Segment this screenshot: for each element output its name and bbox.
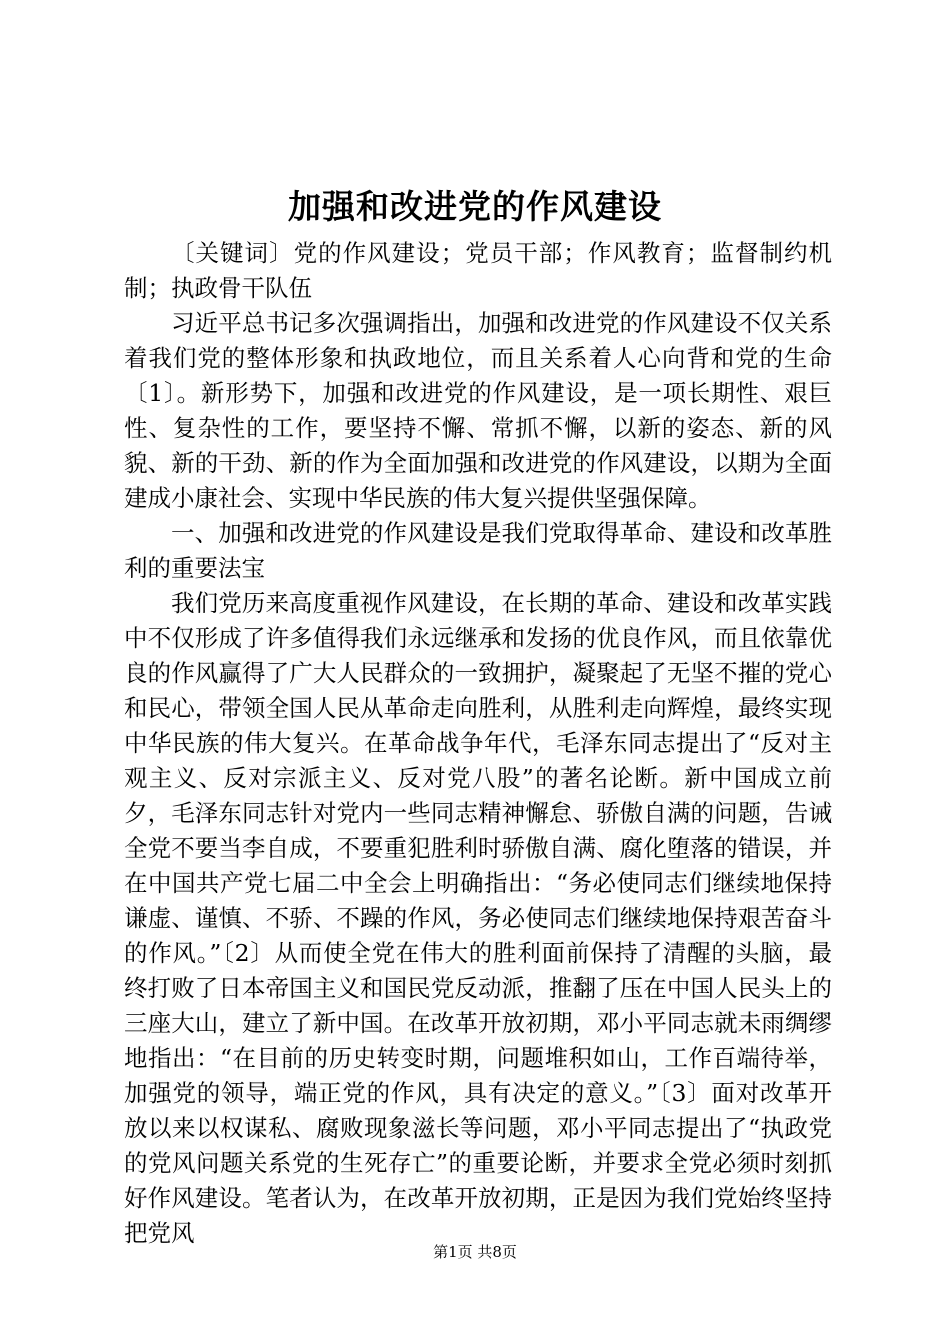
body-paragraph: 习近平总书记多次强调指出，加强和改进党的作风建设不仅关系着我们党的整体形象和执政地位，而且关系着人心向背和党的生命〔1〕。新形势下，加强和改进党的作风建设，是一项长期性、艰巨性、复杂性的工作，要坚持不懈、常抓不懈，以新的姿态、新的风貌、新的干劲、新的作为全面加强和改进党的作风建设，以期为全面建成小康社会、实现中华民族的伟大复兴提供坚强保障。	[124, 309, 832, 512]
body-paragraph: 我们党历来高度重视作风建设，在长期的革命、建设和改革实践中不仅形成了许多值得我们永远继承和发扬的优良作风，而且依靠优良的作风赢得了广大人民群众的一致拥护，凝聚起了无坚不摧的党心和民心，带领全国人民从革命走向胜利，从胜利走向辉煌，最终实现中华民族的伟大复兴。在革命战争年代，毛泽东同志提出了“反对主观主义、反对宗派主义、反对党八股”的著名论断。新中国成立前夕，毛泽东同志针对党内一些同志精神懈怠、骄傲自满的问题，告诫全党不要当李自成，不要重犯胜利时骄傲自满、腐化堕落的错误，并在中国共产党七届二中全会上明确指出：“务必使同志们继续地保持谦虚、谨慎、不骄、不躁的作风，务必使同志们继续地保持艰苦奋斗的作风。”〔2〕从而使全党在伟大的胜利面前保持了清醒的头脑，最终打败了日本帝国主义和国民党反动派，推翻了压在中国人民头上的三座大山，建立了新中国。在改革开放初期，邓小平同志就未雨绸缪地指出：“在目前的历史转变时期，问题堆积如山，工作百端待举，加强党的领导，端正党的作风，具有决定的意义。”〔3〕面对改革开放以来以权谋私、腐败现象滋长等问题，邓小平同志提出了“执政党的党风问题关系党的生死存亡”的重要论断，并要求全党必须时刻抓好作风建设。笔者认为，在改革开放初期，正是因为我们党始终坚持把党风	[124, 589, 832, 1247]
section-heading: 一、加强和改进党的作风建设是我们党取得革命、建设和改革胜利的重要法宝	[124, 519, 832, 582]
keywords-paragraph: 〔关键词〕党的作风建设；党员干部；作风教育；监督制约机制；执政骨干队伍	[124, 239, 832, 302]
page-footer: 第1页 共8页	[433, 1243, 517, 1261]
document-title: 加强和改进党的作风建设	[288, 187, 662, 226]
document-body	[124, 236, 832, 1251]
